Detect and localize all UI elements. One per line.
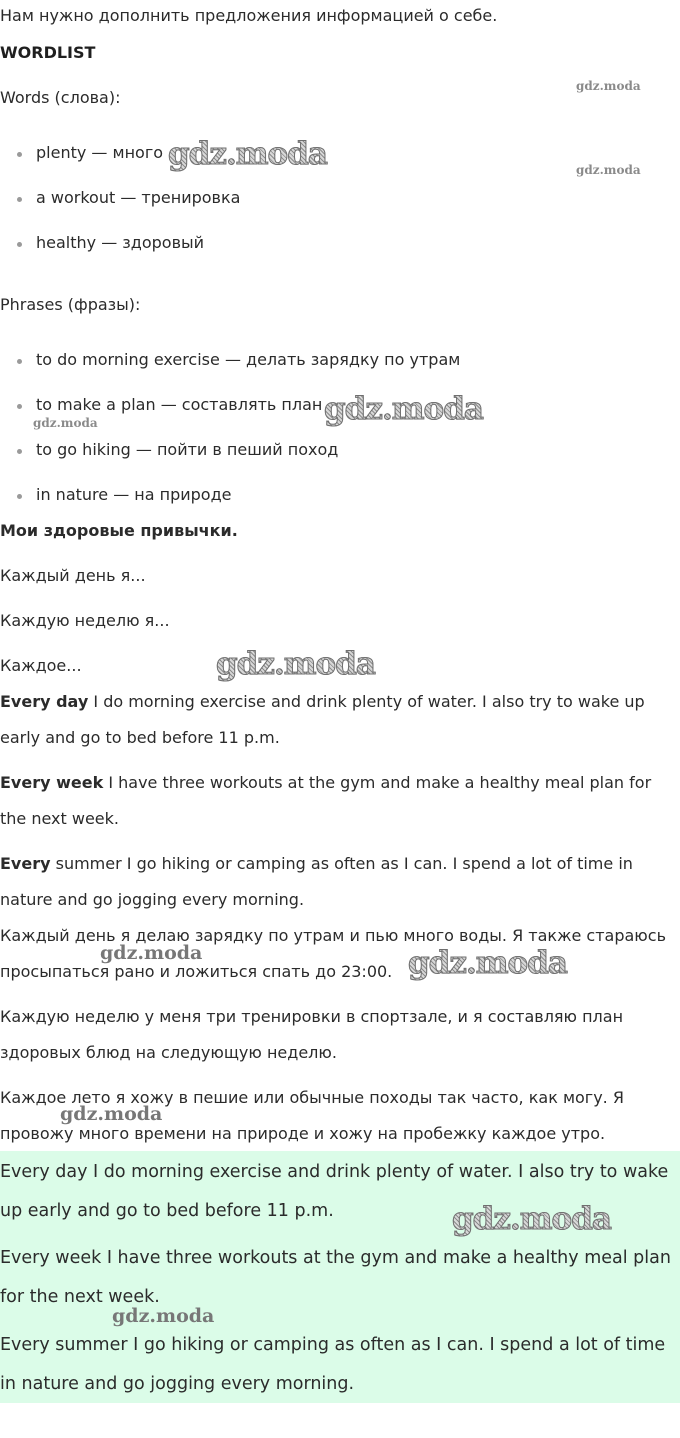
bullet-icon <box>17 449 22 454</box>
translation-paragraph: Каждый день я делаю зарядку по утрам и пью много воды. Я также стараюсь просыпаться рано и ложиться спать до 23:00. <box>0 926 666 981</box>
bullet-icon <box>17 197 22 202</box>
watermark: gdz.moda <box>408 945 567 981</box>
answer-paragraph: Every week I have three workouts at the gym and make a healthy meal plan for the next week. <box>0 773 652 828</box>
watermark: gdz.moda <box>576 163 641 177</box>
watermark: gdz.moda <box>112 1305 215 1327</box>
watermark: gdz.moda <box>324 391 483 427</box>
watermark: gdz.moda <box>168 136 327 172</box>
watermark: gdz.moda <box>33 416 98 430</box>
bullet-icon <box>17 404 22 409</box>
habits-heading: Мои здоровые привычки. <box>0 521 238 540</box>
highlighted-answer: Every summer I go hiking or camping as often as I can. I spend a lot of time in nature and go jogging every morning. <box>0 1335 666 1394</box>
highlighted-answer: Every day I do morning exercise and drink plenty of water. I also try to wake up early and go to bed before 11 p.m. <box>0 1162 669 1221</box>
highlighted-answer-box <box>0 1151 680 1403</box>
answer-paragraph: Every summer I go hiking or camping as often as I can. I spend a lot of time in nature and go jogging every morning. <box>0 854 633 909</box>
answer-paragraph: Every day I do morning exercise and drink plenty of water. I also try to wake up early and go to bed before 11 p.m. <box>0 692 645 747</box>
template-line: Каждое... <box>0 656 82 675</box>
words-label: Words (слова): <box>0 88 121 107</box>
watermark: gdz.moda <box>216 646 375 682</box>
watermark: gdz.moda <box>576 79 641 93</box>
intro-text: Нам нужно дополнить предложения информацией о себе. <box>0 6 498 25</box>
translation-paragraph: Каждую неделю у меня три тренировки в спортзале, и я составляю план здоровых блюд на следующую неделю. <box>0 1007 624 1062</box>
template-line: Каждую неделю я... <box>0 611 170 630</box>
bullet-icon <box>17 242 22 247</box>
translation-paragraph: Каждое лето я хожу в пешие или обычные походы так часто, как могу. Я провожу много времени на природе и хожу на пробежку каждое утро. <box>0 1088 624 1143</box>
bullet-icon <box>17 494 22 499</box>
watermark: gdz.moda <box>100 942 203 964</box>
phrases-label: Phrases (фразы): <box>0 295 141 314</box>
watermark: gdz.moda <box>60 1103 163 1125</box>
template-line: Каждый день я... <box>0 566 146 585</box>
bullet-icon <box>17 152 22 157</box>
wordlist-heading: WORDLIST <box>0 43 96 62</box>
bullet-icon <box>17 359 22 364</box>
highlighted-answer: Every week I have three workouts at the gym and make a healthy meal plan for the next week. <box>0 1248 671 1307</box>
